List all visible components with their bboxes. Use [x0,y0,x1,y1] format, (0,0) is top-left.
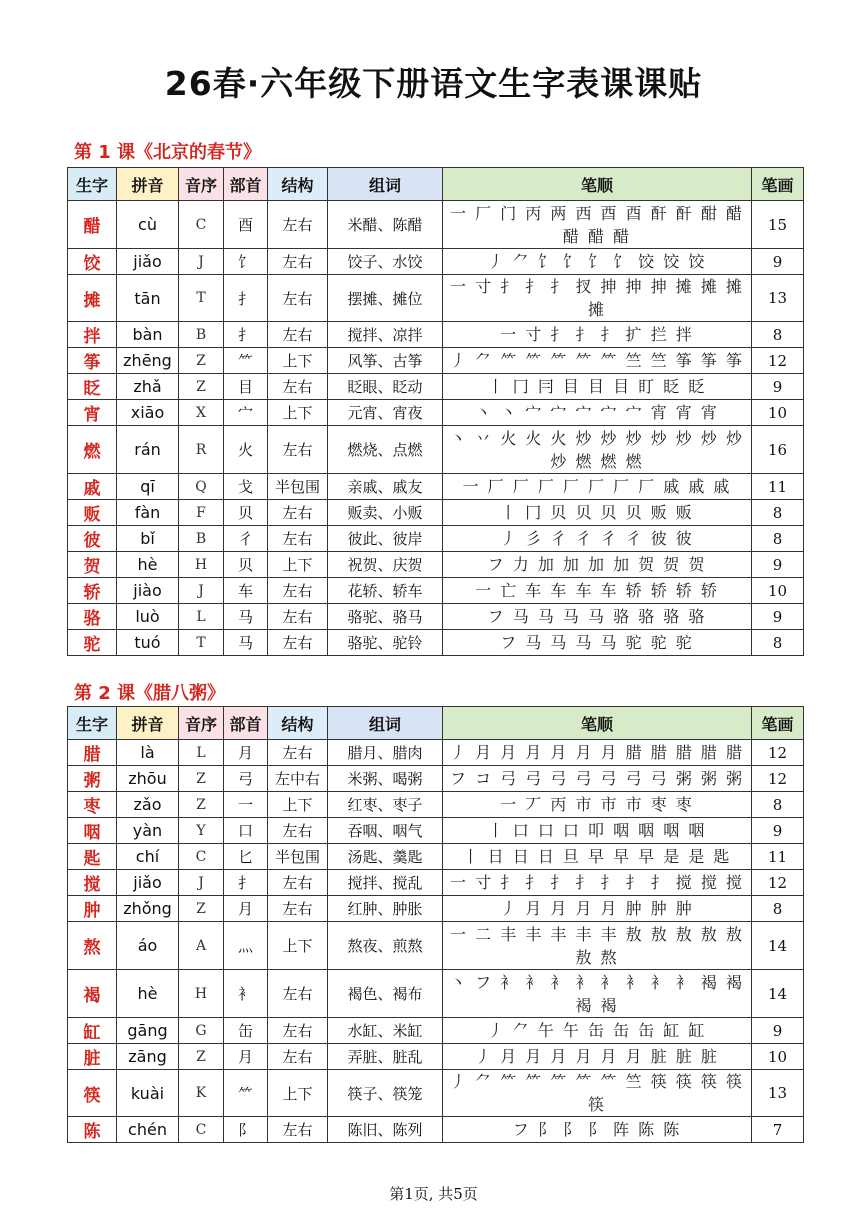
char-cell: 枣 [68,792,117,818]
pinyin-cell: yàn [117,818,179,844]
words-cell: 米粥、喝粥 [328,766,443,792]
pinyin-cell: xiāo [117,400,179,426]
stroke-count-cell: 8 [752,322,804,348]
structure-cell: 左右 [268,249,328,275]
char-cell: 宵 [68,400,117,426]
char-cell: 贩 [68,500,117,526]
stroke-count-cell: 12 [752,766,804,792]
stroke-order-cell: 一 亡 车 车 车 车 轿 轿 轿 轿 [443,578,752,604]
char-cell: 搅 [68,870,117,896]
stroke-order-cell: 一 寸 扌 扌 扌 扌 扌 扌 扌 搅 搅 搅 [443,870,752,896]
order-cell: R [179,426,224,474]
radical-cell: 口 [224,818,268,844]
char-cell: 筝 [68,348,117,374]
stroke-count-cell: 9 [752,374,804,400]
stroke-order-cell: フ コ 弓 弓 弓 弓 弓 弓 弓 粥 粥 粥 [443,766,752,792]
stroke-count-cell: 14 [752,970,804,1018]
stroke-order-cell: 丨 冂 贝 贝 贝 贝 贩 贩 [443,500,752,526]
radical-cell: 灬 [224,922,268,970]
structure-cell: 左右 [268,578,328,604]
char-cell: 咽 [68,818,117,844]
stroke-order-cell: フ 阝 阝 阝 阵 陈 陈 [443,1117,752,1143]
char-cell: 缸 [68,1018,117,1044]
table-row [68,374,804,400]
pinyin-cell: kuài [117,1070,179,1117]
structure-cell: 左右 [268,1044,328,1070]
table-row [68,275,804,322]
stroke-order-cell: 丿 ⺈ ⺮ ⺮ ⺮ ⺮ ⺮ 竺 竺 筝 筝 筝 [443,348,752,374]
structure-cell: 左右 [268,1117,328,1143]
pinyin-cell: bǐ [117,526,179,552]
pinyin-cell: qī [117,474,179,500]
order-cell: Q [179,474,224,500]
table-header-row [68,707,804,740]
radical-cell: 车 [224,578,268,604]
stroke-count-cell: 10 [752,1044,804,1070]
header-structure: 结构 [268,168,328,201]
table-row [68,578,804,604]
table-row [68,740,804,766]
stroke-count-cell: 9 [752,249,804,275]
words-cell: 元宵、宵夜 [328,400,443,426]
order-cell: C [179,201,224,249]
stroke-count-cell: 11 [752,474,804,500]
stroke-order-cell: フ 马 马 马 马 骆 骆 骆 骆 [443,604,752,630]
structure-cell: 左右 [268,374,328,400]
structure-cell: 左右 [268,604,328,630]
table-row [68,552,804,578]
words-cell: 彼此、彼岸 [328,526,443,552]
pinyin-cell: chí [117,844,179,870]
table-row [68,604,804,630]
structure-cell: 左右 [268,322,328,348]
structure-cell: 左右 [268,526,328,552]
char-cell: 筷 [68,1070,117,1117]
table-row [68,400,804,426]
header-strokes: 笔顺 [443,707,752,740]
pinyin-cell: luò [117,604,179,630]
char-cell: 陈 [68,1117,117,1143]
radical-cell: 马 [224,604,268,630]
table-row [68,474,804,500]
header-order: 音序 [179,168,224,201]
stroke-order-cell: 一 寸 扌 扌 扌 扩 拦 拌 [443,322,752,348]
char-cell: 拌 [68,322,117,348]
stroke-order-cell: 一 二 丰 丰 丰 丰 丰 敖 敖 敖 敖 敖 敖 熬 [443,922,752,970]
stroke-order-cell: 丶 フ 衤 衤 衤 衤 衤 衤 衤 衤 褐 褐 褐 褐 [443,970,752,1018]
pinyin-cell: áo [117,922,179,970]
words-cell: 亲戚、戚友 [328,474,443,500]
structure-cell: 左右 [268,970,328,1018]
order-cell: C [179,1117,224,1143]
radical-cell: 戈 [224,474,268,500]
stroke-order-cell: 丶 丷 火 火 火 炒 炒 炒 炒 炒 炒 炒 炒 燃 燃 燃 [443,426,752,474]
order-cell: H [179,970,224,1018]
order-cell: F [179,500,224,526]
order-cell: T [179,630,224,656]
structure-cell: 半包围 [268,474,328,500]
structure-cell: 左右 [268,275,328,322]
order-cell: A [179,922,224,970]
stroke-count-cell: 9 [752,1018,804,1044]
pinyin-cell: jiào [117,578,179,604]
char-cell: 肿 [68,896,117,922]
stroke-count-cell: 8 [752,526,804,552]
lesson-1-title: 第 1 课《北京的春节》 [74,142,262,163]
header-strokes: 笔顺 [443,168,752,201]
table-row [68,1117,804,1143]
radical-cell: 贝 [224,552,268,578]
stroke-order-cell: フ 马 马 马 马 驼 驼 驼 [443,630,752,656]
char-cell: 贺 [68,552,117,578]
words-cell: 米醋、陈醋 [328,201,443,249]
structure-cell: 左中右 [268,766,328,792]
pinyin-cell: hè [117,552,179,578]
radical-cell: 衤 [224,970,268,1018]
stroke-order-cell: 丨 日 日 日 旦 早 早 早 是 是 匙 [443,844,752,870]
char-cell: 燃 [68,426,117,474]
pinyin-cell: hè [117,970,179,1018]
pinyin-cell: zāng [117,1044,179,1070]
table-row [68,630,804,656]
radical-cell: 酉 [224,201,268,249]
pinyin-cell: tuó [117,630,179,656]
order-cell: T [179,275,224,322]
words-cell: 红肿、肿胀 [328,896,443,922]
table-row [68,249,804,275]
stroke-order-cell: 丿 月 月 月 月 月 月 腊 腊 腊 腊 腊 [443,740,752,766]
stroke-count-cell: 16 [752,426,804,474]
structure-cell: 左右 [268,201,328,249]
char-cell: 骆 [68,604,117,630]
radical-cell: 饣 [224,249,268,275]
pinyin-cell: gāng [117,1018,179,1044]
words-cell: 眨眼、眨动 [328,374,443,400]
order-cell: Z [179,766,224,792]
pinyin-cell: bàn [117,322,179,348]
words-cell: 汤匙、羹匙 [328,844,443,870]
stroke-count-cell: 10 [752,400,804,426]
pinyin-cell: fàn [117,500,179,526]
structure-cell: 上下 [268,348,328,374]
header-words: 组词 [328,168,443,201]
structure-cell: 半包围 [268,844,328,870]
radical-cell: 月 [224,1044,268,1070]
radical-cell: 宀 [224,400,268,426]
stroke-count-cell: 8 [752,896,804,922]
table-row [68,818,804,844]
order-cell: X [179,400,224,426]
radical-cell: 贝 [224,500,268,526]
structure-cell: 上下 [268,1070,328,1117]
stroke-order-cell: 丨 冂 冃 目 目 目 盯 眨 眨 [443,374,752,400]
radical-cell: 火 [224,426,268,474]
stroke-count-cell: 8 [752,792,804,818]
table-row [68,500,804,526]
order-cell: K [179,1070,224,1117]
radical-cell: 匕 [224,844,268,870]
char-cell: 熬 [68,922,117,970]
words-cell: 摆摊、摊位 [328,275,443,322]
header-pinyin: 拼音 [117,707,179,740]
char-cell: 彼 [68,526,117,552]
radical-cell: 月 [224,740,268,766]
words-cell: 熬夜、煎熬 [328,922,443,970]
char-cell: 轿 [68,578,117,604]
words-cell: 腊月、腊肉 [328,740,443,766]
char-cell: 粥 [68,766,117,792]
stroke-count-cell: 9 [752,552,804,578]
header-words: 组词 [328,707,443,740]
words-cell: 红枣、枣子 [328,792,443,818]
order-cell: G [179,1018,224,1044]
order-cell: Z [179,348,224,374]
structure-cell: 左右 [268,500,328,526]
stroke-count-cell: 12 [752,348,804,374]
char-cell: 眨 [68,374,117,400]
structure-cell: 左右 [268,870,328,896]
char-cell: 褐 [68,970,117,1018]
structure-cell: 左右 [268,426,328,474]
table-row [68,322,804,348]
words-cell: 贩卖、小贩 [328,500,443,526]
words-cell: 吞咽、咽气 [328,818,443,844]
words-cell: 搅拌、凉拌 [328,322,443,348]
stroke-count-cell: 8 [752,630,804,656]
order-cell: L [179,740,224,766]
char-cell: 醋 [68,201,117,249]
words-cell: 祝贺、庆贺 [328,552,443,578]
stroke-order-cell: フ 力 加 加 加 加 贺 贺 贺 [443,552,752,578]
stroke-count-cell: 7 [752,1117,804,1143]
stroke-order-cell: 丶 丶 宀 宀 宀 宀 宀 宵 宵 宵 [443,400,752,426]
radical-cell: 月 [224,896,268,922]
header-pinyin: 拼音 [117,168,179,201]
structure-cell: 上下 [268,792,328,818]
header-char: 生字 [68,168,117,201]
stroke-order-cell: 丿 ⺈ ⺮ ⺮ ⺮ ⺮ ⺮ 竺 筷 筷 筷 筷 筷 [443,1070,752,1117]
words-cell: 褐色、褐布 [328,970,443,1018]
structure-cell: 上下 [268,400,328,426]
table-row [68,766,804,792]
table-header-row [68,168,804,201]
stroke-order-cell: 一 寸 扌 扌 扌 扠 抻 抻 抻 摊 摊 摊 摊 [443,275,752,322]
stroke-order-cell: 一 厂 门 丙 两 西 酉 酉 酐 酐 酣 醋 醋 醋 醋 [443,201,752,249]
lesson-1-table [67,167,804,656]
char-cell: 饺 [68,249,117,275]
order-cell: Z [179,374,224,400]
order-cell: Y [179,818,224,844]
structure-cell: 左右 [268,740,328,766]
header-count: 笔画 [752,168,804,201]
stroke-order-cell: 丿 月 月 月 月 肿 肿 肿 [443,896,752,922]
order-cell: H [179,552,224,578]
pinyin-cell: zhǎ [117,374,179,400]
words-cell: 搅拌、搅乱 [328,870,443,896]
table-row [68,1044,804,1070]
stroke-count-cell: 10 [752,578,804,604]
pinyin-cell: jiǎo [117,870,179,896]
char-cell: 腊 [68,740,117,766]
header-radical: 部首 [224,168,268,201]
words-cell: 骆驼、驼铃 [328,630,443,656]
structure-cell: 上下 [268,552,328,578]
pinyin-cell: rán [117,426,179,474]
table-row [68,426,804,474]
table-row [68,844,804,870]
page-title: 26春·六年级下册语文生字表课课贴 [164,64,703,103]
stroke-order-cell: 丨 口 口 口 叩 咽 咽 咽 咽 [443,818,752,844]
radical-cell: 一 [224,792,268,818]
order-cell: Z [179,792,224,818]
pinyin-cell: cù [117,201,179,249]
char-cell: 戚 [68,474,117,500]
pinyin-cell: zhēng [117,348,179,374]
radical-cell: 弓 [224,766,268,792]
order-cell: L [179,604,224,630]
table-row [68,526,804,552]
order-cell: B [179,526,224,552]
page-footer: 第1页, 共5页 [389,1185,478,1203]
radical-cell: 扌 [224,275,268,322]
table-row [68,922,804,970]
char-cell: 脏 [68,1044,117,1070]
stroke-order-cell: 丿 ⺈ 午 午 缶 缶 缶 缸 缸 [443,1018,752,1044]
order-cell: C [179,844,224,870]
header-structure: 结构 [268,707,328,740]
lesson-2-table [67,706,804,1143]
table-row [68,1018,804,1044]
structure-cell: 上下 [268,922,328,970]
radical-cell: 目 [224,374,268,400]
radical-cell: 马 [224,630,268,656]
stroke-count-cell: 13 [752,1070,804,1117]
stroke-order-cell: 丿 彡 彳 彳 彳 彳 彼 彼 [443,526,752,552]
header-radical: 部首 [224,707,268,740]
words-cell: 水缸、米缸 [328,1018,443,1044]
radical-cell: 彳 [224,526,268,552]
table-row [68,348,804,374]
header-count: 笔画 [752,707,804,740]
stroke-order-cell: 丿 ⺈ 饣 饣 饣 饣 饺 饺 饺 [443,249,752,275]
pinyin-cell: chén [117,1117,179,1143]
pinyin-cell: zhǒng [117,896,179,922]
structure-cell: 左右 [268,1018,328,1044]
stroke-count-cell: 9 [752,818,804,844]
radical-cell: 扌 [224,870,268,896]
table-row [68,1070,804,1117]
stroke-count-cell: 11 [752,844,804,870]
order-cell: J [179,870,224,896]
structure-cell: 左右 [268,630,328,656]
radical-cell: 扌 [224,322,268,348]
char-cell: 匙 [68,844,117,870]
table-row [68,792,804,818]
pinyin-cell: zhōu [117,766,179,792]
order-cell: Z [179,1044,224,1070]
pinyin-cell: zǎo [117,792,179,818]
stroke-count-cell: 14 [752,922,804,970]
stroke-count-cell: 15 [752,201,804,249]
order-cell: J [179,578,224,604]
pinyin-cell: jiǎo [117,249,179,275]
header-order: 音序 [179,707,224,740]
table-row [68,201,804,249]
stroke-count-cell: 8 [752,500,804,526]
order-cell: Z [179,896,224,922]
order-cell: J [179,249,224,275]
char-cell: 驼 [68,630,117,656]
words-cell: 骆驼、骆马 [328,604,443,630]
pinyin-cell: tān [117,275,179,322]
stroke-count-cell: 12 [752,740,804,766]
words-cell: 弄脏、脏乱 [328,1044,443,1070]
table-row [68,896,804,922]
words-cell: 陈旧、陈列 [328,1117,443,1143]
radical-cell: ⺮ [224,348,268,374]
radical-cell: 缶 [224,1018,268,1044]
char-cell: 摊 [68,275,117,322]
stroke-count-cell: 13 [752,275,804,322]
structure-cell: 左右 [268,818,328,844]
lesson-2-title: 第 2 课《腊八粥》 [74,683,226,704]
words-cell: 风筝、古筝 [328,348,443,374]
words-cell: 筷子、筷笼 [328,1070,443,1117]
structure-cell: 左右 [268,896,328,922]
stroke-order-cell: 一 丆 丙 市 市 市 枣 枣 [443,792,752,818]
stroke-count-cell: 9 [752,604,804,630]
order-cell: B [179,322,224,348]
stroke-order-cell: 丿 月 月 月 月 月 月 脏 脏 脏 [443,1044,752,1070]
stroke-count-cell: 12 [752,870,804,896]
table-row [68,870,804,896]
pinyin-cell: là [117,740,179,766]
radical-cell: ⺮ [224,1070,268,1117]
words-cell: 燃烧、点燃 [328,426,443,474]
words-cell: 饺子、水饺 [328,249,443,275]
stroke-order-cell: 一 厂 厂 厂 厂 厂 厂 厂 戚 戚 戚 [443,474,752,500]
header-char: 生字 [68,707,117,740]
table-row [68,970,804,1018]
words-cell: 花轿、轿车 [328,578,443,604]
radical-cell: 阝 [224,1117,268,1143]
